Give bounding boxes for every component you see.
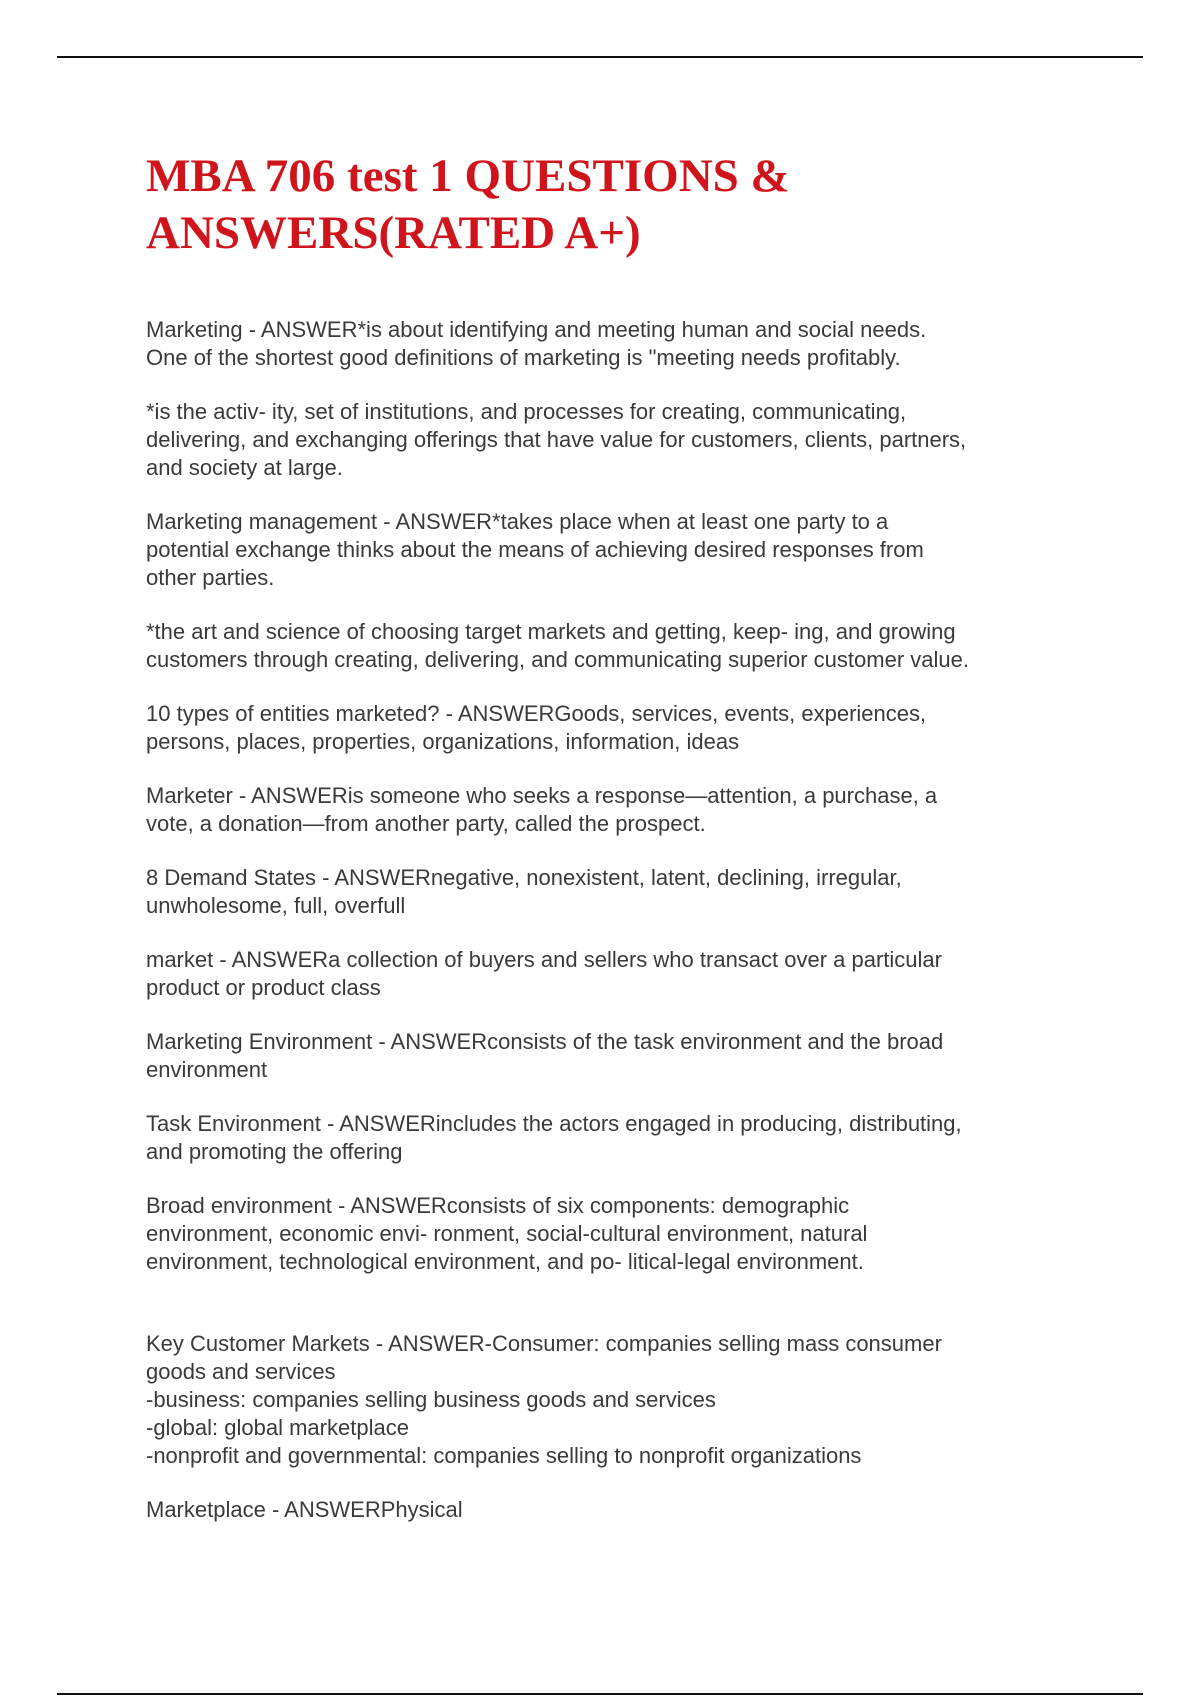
qa-entry-marketer: Marketer - ANSWERis someone who seeks a response—attention, a purchase, a vote, a donation—from another party, called the prospect.: [146, 783, 938, 836]
qa-entry-demand-states: 8 Demand States - ANSWERnegative, nonexistent, latent, declining, irregular, unwholesome, full, overfull: [146, 865, 902, 918]
qa-list: [146, 316, 1076, 1524]
top-rule: [57, 56, 1143, 58]
qa-entry-entities-marketed: 10 types of entities marketed? - ANSWERGoods, services, events, experiences, persons, places, properties, organizations, information, ideas: [146, 701, 927, 754]
document-body: [146, 148, 1076, 1550]
qa-entry-task-environment: Task Environment - ANSWERincludes the actors engaged in producing, distributing, and promoting the offering: [146, 1111, 962, 1164]
qa-entry-broad-environment: Broad environment - ANSWERconsists of six components: demographic environment, economic envi- ronment, social-cultural environment, natural environment, technological environment, and po- litical-legal environment.: [146, 1193, 868, 1274]
qa-entry-marketplace: Marketplace - ANSWERPhysical: [146, 1497, 463, 1522]
bottom-rule: [57, 1693, 1143, 1695]
qa-entry-marketing-management-definition-2: *the art and science of choosing target markets and getting, keep- ing, and growing customers through creating, delivering, and communicating superior customer value.: [146, 619, 969, 672]
qa-entry-key-customer-markets: Key Customer Markets - ANSWER-Consumer: companies selling mass consumer goods and services -business: companies selling business goods and services -global: global marketplace -nonprofit and governmental: companies selling to nonprofit organizations: [146, 1331, 942, 1468]
qa-entry-marketing-management: Marketing management - ANSWER*takes place when at least one party to a potential exchange thinks about the means of achieving desired responses from other parties.: [146, 509, 924, 590]
qa-entry-marketing-environment: Marketing Environment - ANSWERconsists of the task environment and the broad environment: [146, 1029, 944, 1082]
qa-entry-marketing-definition-2: *is the activ- ity, set of institutions, and processes for creating, communicating, delivering, and exchanging offerings that have value for customers, clients, partners, and society at large.: [146, 399, 967, 480]
document-title: MBA 706 test 1 QUESTIONS & ANSWERS(RATED A+): [146, 150, 790, 259]
qa-entry-marketing: Marketing - ANSWER*is about identifying and meeting human and social needs. One of the shortest good definitions of marketing is "meeting needs profitably.: [146, 317, 927, 370]
qa-entry-market: market - ANSWERa collection of buyers and sellers who transact over a particular product or product class: [146, 947, 942, 1000]
